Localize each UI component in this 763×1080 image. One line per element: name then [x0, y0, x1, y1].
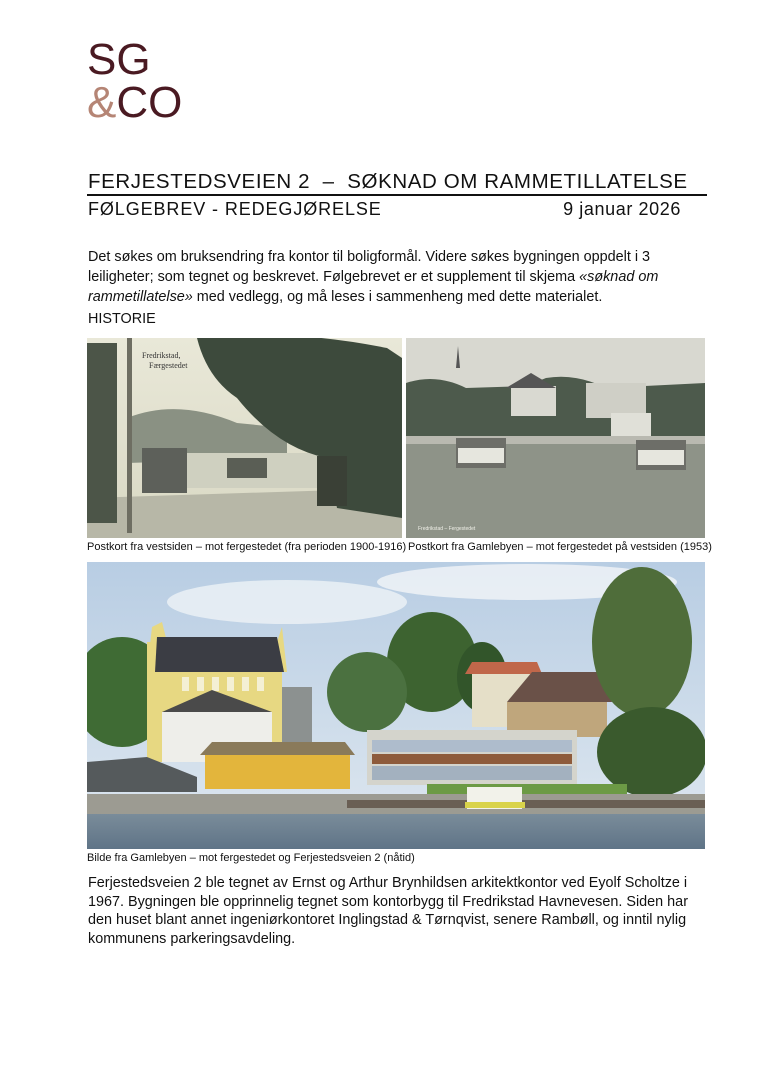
title-divider — [87, 194, 707, 196]
document-subtitle: FØLGEBREV - REDEGJØRELSE — [88, 199, 382, 219]
postcard-west-side-image — [87, 338, 402, 538]
intro-text-1: Det søkes om bruksendring fra kontor til boligformål. Videre søkes bygningen oppdelt i 3 leiligheter; som tegnet og beskrevet. Følgebrevet er et supplement til skjema — [88, 249, 651, 285]
history-paragraph: Ferjestedsveien 2 ble tegnet av Ernst og Arthur Brynhildsen arkitektkontor ved Eyolf Scholtze i 1967. Bygningen ble opprinnelig tegnet som kontorbygg til Fredrikstad Havnevesen. Siden har den huset blant annet ingeniørkontoret Inglingstad & Tørnqvist, senere Rambøll, og inntil nylig kommunens parkeringsavdeling. — [88, 875, 688, 947]
document-title: FERJESTEDSVEIEN 2 – SØKNAD OM RAMMETILLATELSE — [88, 170, 688, 193]
logo-line-1: SG — [87, 35, 151, 84]
intro-text-2: med vedlegg, og må leses i sammenheng med dette materialet. — [192, 289, 603, 305]
present-day-photo — [87, 562, 705, 849]
postcard-overlay-text-1: Fredrikstad, — [142, 351, 181, 360]
svg-text:Fredrikstad – Fergestedet: Fredrikstad – Fergestedet — [418, 526, 476, 532]
company-logo — [87, 35, 183, 128]
postcard-gamlebyen-image — [406, 338, 705, 538]
figure-caption-1: Postkort fra vestsiden – mot fergestedet (fra perioden 1900-1916) — [87, 541, 407, 553]
logo-ampersand: & — [87, 78, 117, 128]
svg-text:Færgestedet: Færgestedet — [149, 361, 188, 370]
figure-caption-3: Bilde fra Gamlebyen – mot fergestedet og Ferjestedsveien 2 (nåtid) — [87, 852, 415, 864]
intro-paragraph — [88, 247, 708, 307]
section-heading: HISTORIE — [88, 311, 156, 327]
logo-line-2: CO — [116, 78, 183, 128]
intro-italic: «søknad om rammetillatelse» — [88, 269, 659, 305]
figure-caption-2: Postkort fra Gamlebyen – mot fergestedet på vestsiden (1953) — [408, 541, 712, 553]
document-date: 9 januar 2026 — [563, 199, 681, 219]
